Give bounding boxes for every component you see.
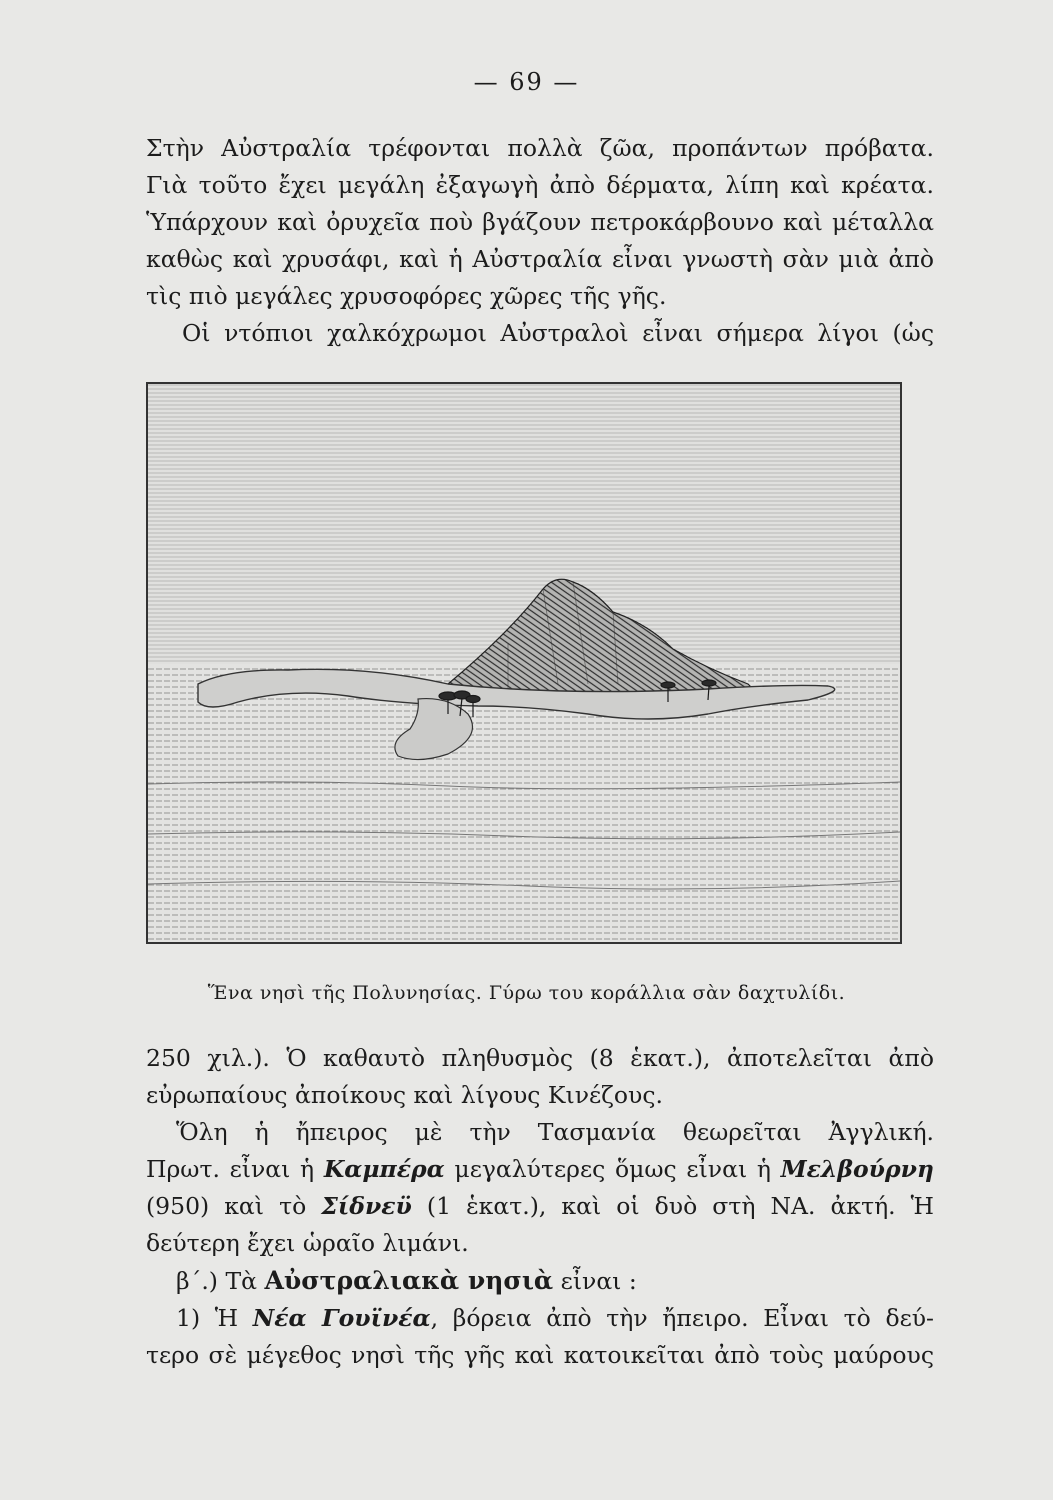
text-span: β΄.) Τὰ	[176, 1267, 265, 1295]
island-engraving	[148, 384, 900, 942]
text-line: Ὅλη ἡ ἤπειρος μὲ τὴν Τασμανία θεωρεῖται Ἀγγλική.	[176, 1118, 934, 1146]
section-heading-line	[146, 1262, 934, 1300]
text-line	[146, 1300, 934, 1337]
paragraph-bottom	[146, 1040, 934, 1374]
text-line	[146, 1151, 934, 1188]
canberra-name: Καμπέρα	[323, 1155, 445, 1183]
island-illustration	[146, 382, 902, 944]
section-heading: Αὐστραλιακὰ νησιὰ	[264, 1266, 554, 1295]
text-line: Οἱ ντόπιοι χαλκόχρωμοι Αὐστραλοὶ εἶναι σήμερα λίγοι (ὡς	[182, 319, 934, 347]
melbourne-name: Μελβούρνη	[780, 1155, 934, 1183]
text-span: Πρωτ. εἶναι ἡ	[146, 1155, 324, 1183]
new-guinea-name: Νέα Γουϊνέα	[252, 1304, 431, 1332]
text-span: μεγαλύτερες ὅμως εἶναι ἡ	[444, 1155, 781, 1183]
text-line: εὐρωπαίους ἀποίκους καὶ λίγους Κινέζους.	[146, 1081, 663, 1109]
text-span: , βόρεια ἀπὸ τὴν ἤπειρο. Εἶναι τὸ δεύ-	[430, 1304, 934, 1332]
figure-caption: Ἕνα νησὶ τῆς Πολυνησίας. Γύρω του κοράλλια σὰν δαχτυλίδι.	[207, 982, 846, 1004]
text-span: (950) καὶ τὸ	[146, 1192, 322, 1220]
page-number: — 69 —	[473, 68, 580, 96]
text-line: Στὴν Αὐστραλία τρέφονται πολλὰ ζῶα, προπάντων πρόβατα.	[146, 134, 934, 162]
text-line	[146, 1188, 934, 1225]
text-span: (1 ἑκατ.), καὶ οἱ δυὸ στὴ ΝΑ. ἀκτή. Ἡ	[411, 1192, 934, 1220]
text-line: 250 χιλ.). Ὁ καθαυτὸ πληθυσμὸς (8 ἑκατ.), ἀποτελεῖται ἀπὸ	[146, 1044, 934, 1072]
sydney-name: Σίδνεϋ	[321, 1192, 412, 1220]
text-line: καθὼς καὶ χρυσάφι, καὶ ἡ Αὐστραλία εἶναι γνωστὴ σὰν μιὰ ἀπὸ	[146, 245, 934, 273]
text-line: Ὑπάρχουν καὶ ὀρυχεῖα ποὺ βγάζουν πετροκάρβουνο καὶ μέταλλα	[146, 208, 934, 236]
text-line: δεύτερη ἔχει ὡραῖο λιμάνι.	[146, 1229, 469, 1257]
text-line: Γιὰ τοῦτο ἔχει μεγάλη ἐξαγωγὴ ἀπὸ δέρματα, λίπη καὶ κρέατα.	[146, 171, 934, 199]
text-span: εἶναι :	[553, 1267, 637, 1295]
text-line: τερο σὲ μέγεθος νησὶ τῆς γῆς καὶ κατοικεῖται ἀπὸ τοὺς μαύρους	[146, 1341, 934, 1369]
paragraph-top	[146, 130, 934, 352]
text-line: τὶς πιὸ μεγάλες χρυσοφόρες χῶρες τῆς γῆς.	[146, 282, 667, 310]
text-span: 1) Ἡ	[176, 1304, 253, 1332]
